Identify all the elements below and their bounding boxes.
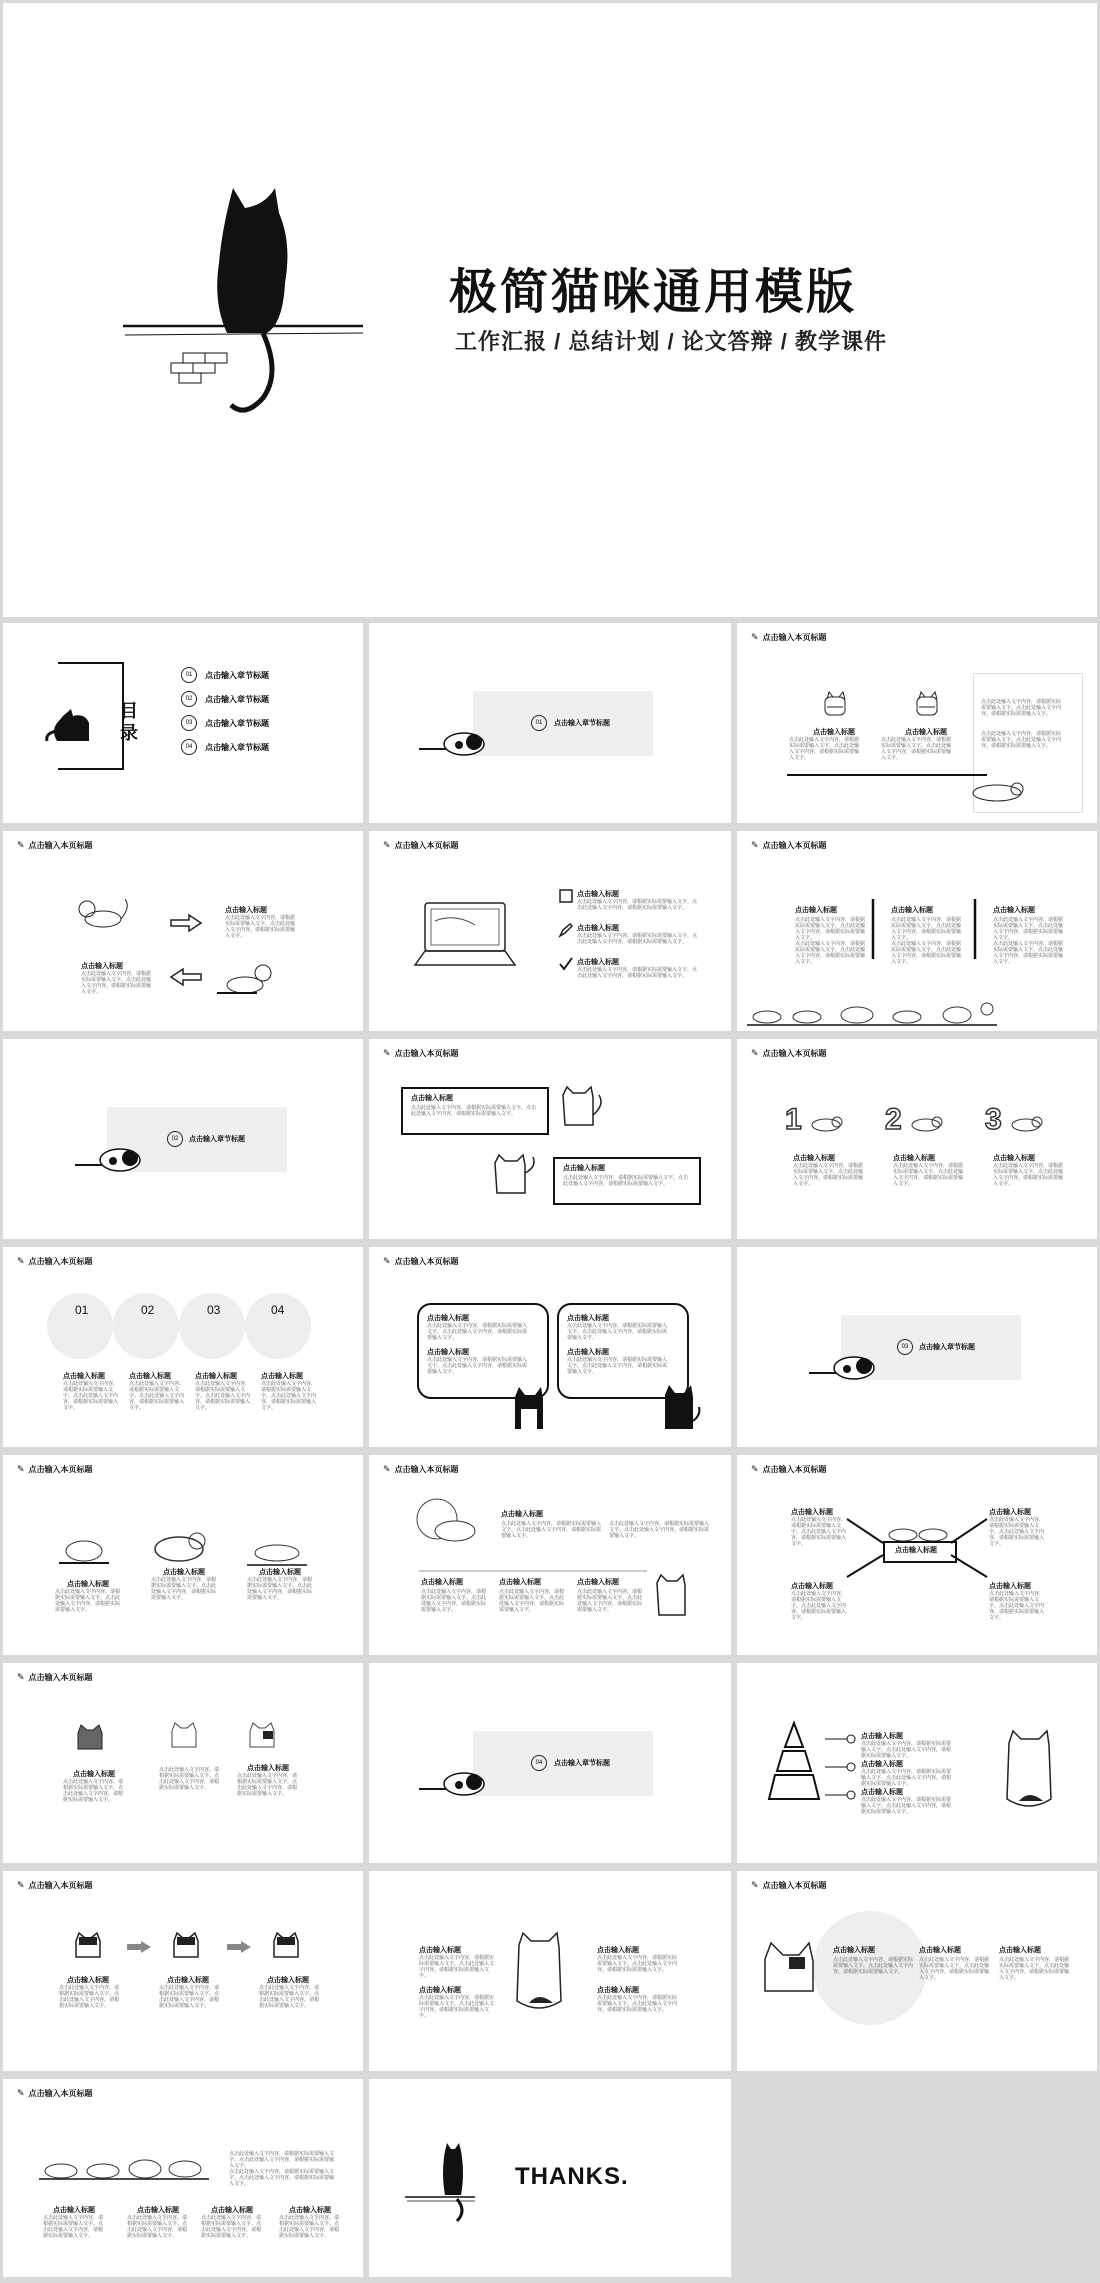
item-title: 点击输入标题 (861, 1761, 903, 1768)
page-title: ✎ 点击输入本页标题 (17, 1256, 93, 1266)
item-title: 点击输入标题 (73, 1771, 115, 1778)
cover-title: 极简猫咪通用模版 (449, 266, 858, 319)
item-title: 点击输入标题 (499, 1579, 541, 1586)
item-body: 点击此处输入文字内容，请根据实际需要输入文字。点击此处输入文字内容，请根据实际需要输入文字。 (999, 1957, 1070, 1981)
item-body: 点击此处输入文字内容，请根据实际需要输入文字。点击此处输入文字内容，请根据实际需要输入文字。 (63, 1381, 119, 1411)
item-title: 点击输入标题 (833, 1947, 875, 1954)
item-body: 点击此处输入文字内容，请根据实际需要输入文字。点击此处输入文字内容，请根据实际需要输入文字。 (501, 1521, 602, 1539)
item-body: 点击此处输入文字内容，请根据实际需要输入文字。点击此处输入文字内容，请根据实际需要输入文字。 (229, 2169, 335, 2187)
item-body: 点击此处输入文字内容，请根据实际需要输入文字。点击此处输入文字内容，请根据实际需要输入文字。 (609, 1521, 710, 1539)
section-title: 点击输入章节标题 (189, 1136, 245, 1143)
item-title: 点击输入标题 (993, 1155, 1035, 1162)
standing-cat-icon (489, 1153, 539, 1203)
item-title: 点击输入标题 (427, 1349, 469, 1356)
lying-cat-icon (809, 1351, 889, 1381)
item-body: 点击此处输入文字内容，请根据实际需要输入文字。点击此处输入文字内容，请根据实际需要输入文字。 (261, 1381, 317, 1411)
item-body: 点击此处输入文字内容，请根据实际需要输入文字。点击此处输入文字内容，请根据实际需要输入文字。 (577, 933, 698, 945)
item-title: 点击输入标题 (905, 729, 947, 736)
page-title: ✎ 点击输入本页标题 (383, 840, 459, 850)
item-title: 点击输入标题 (267, 1977, 309, 1984)
item-body: 点击此处输入文字内容，请根据实际需要输入文字。点击此处输入文字内容，请根据实际需要输入文字。 (159, 1985, 220, 2009)
item-title: 点击输入标题 (411, 1095, 453, 1102)
toc-list (181, 663, 269, 759)
item-body: 点击此处输入文字内容，请根据实际需要输入文字。点击此处输入文字内容，请根据实际需要输入文字。 (597, 1955, 678, 1973)
content-slide-cat-trio[interactable] (3, 1455, 363, 1655)
item-body: 点击此处输入文字内容，请根据实际需要输入文字。点击此处输入文字内容，请根据实际需要输入文字。 (793, 1163, 864, 1187)
page-title: ✎ 点击输入本页标题 (17, 2088, 93, 2098)
item-title: 点击输入标题 (577, 925, 619, 932)
content-slide-center-cat[interactable] (369, 1871, 731, 2071)
item-body: 点击此处输入文字内容，请根据实际需要输入文字。点击此处输入文字内容，请根据实际需要输入文字。 (861, 1797, 952, 1815)
item-title: 点击输入标题 (993, 907, 1035, 914)
item-title: 点击输入标题 (861, 1789, 903, 1796)
arrow-right-icon (127, 1941, 151, 1953)
content-slide-hub[interactable] (737, 1455, 1097, 1655)
step-number: 1 (785, 1103, 802, 1136)
item-title: 点击输入标题 (427, 1315, 469, 1322)
big-cat-icon (509, 1931, 569, 2021)
item-body: 点击此处输入文字内容，请根据实际需要输入文字。点击此处输入文字内容，请根据实际需要输入文字。 (833, 1957, 914, 1975)
item-body: 点击此处输入文字内容，请根据实际需要输入文字。点击此处输入文字内容，请根据实际需要输入文字。 (567, 1323, 668, 1341)
item-title: 点击输入标题 (247, 1765, 289, 1772)
content-slide-three-columns[interactable] (737, 831, 1097, 1031)
item-body: 点击此处输入文字内容，请根据实际需要输入文字。点击此处输入文字内容，请根据实际需要输入文字。 (563, 1175, 689, 1187)
pen-icon: ✎ (383, 840, 391, 850)
section-number: 03 (897, 1339, 913, 1355)
item-title: 点击输入标题 (67, 1977, 109, 1984)
sitting-cat-icon (821, 691, 851, 721)
section-title: 点击输入章节标题 (919, 1344, 975, 1351)
pen-icon: ✎ (17, 840, 25, 850)
item-title: 点击输入标题 (567, 1315, 609, 1322)
standing-cat-icon (557, 1085, 607, 1135)
page-title: ✎ 点击输入本页标题 (751, 632, 827, 642)
cover-slide[interactable] (3, 3, 1097, 617)
toc-item[interactable] (181, 663, 269, 687)
item-title: 点击输入标题 (989, 1583, 1031, 1590)
item-title: 点击输入标题 (225, 907, 267, 914)
content-slide-circles[interactable] (3, 1247, 363, 1447)
item-title: 点击输入标题 (261, 1373, 303, 1380)
item-body: 点击此处输入文字内容，请根据实际需要输入文字。点击此处输入文字内容，请根据实际需要输入文字。 (989, 1517, 1045, 1547)
lying-cat-icon (909, 1115, 943, 1133)
item-body: 点击此处输入文字内容，请根据实际需要输入文字。点击此处输入文字内容，请根据实际需要输入文字。 (59, 1985, 120, 2009)
toc-item-label: 点击输入章节标题 (205, 742, 269, 752)
lying-cat-icon (809, 1115, 843, 1133)
section-number: 01 (531, 715, 547, 731)
item-title: 点击输入标题 (419, 1987, 461, 1994)
item-body: 点击此处输入文字内容，请根据实际需要输入文字。点击此处输入文字内容，请根据实际需要输入文字。 (129, 1381, 185, 1411)
item-body: 点击此处输入文字内容，请根据实际需要输入文字。点击此处输入文字内容，请根据实际需要输入文字。 (993, 1163, 1064, 1187)
toc-item[interactable] (181, 735, 269, 759)
page-title: ✎ 点击输入本页标题 (17, 1672, 93, 1682)
item-title: 点击输入标题 (989, 1509, 1031, 1516)
arrow-right-icon (227, 1941, 251, 1953)
cat-icon (73, 1933, 103, 1959)
item-body: 点击此处输入文字内容，请根据实际需要输入文字。点击此处输入文字内容，请根据实际需要输入文字。 (795, 941, 866, 965)
page-title: ✎ 点击输入本页标题 (751, 1464, 827, 1474)
item-body: 点击此处输入文字内容，请根据实际需要输入文字。点击此处输入文字内容，请根据实际需要输入文字。 (419, 1995, 495, 2019)
page-title: ✎ 点击输入本页标题 (751, 1048, 827, 1058)
content-slide-cat-shelf[interactable] (3, 2079, 363, 2277)
cat-icon (171, 1933, 201, 1959)
item-body: 点击此处输入文字内容，请根据实际需要输入文字。点击此处输入文字内容，请根据实际需要输入文字。 (279, 2215, 340, 2239)
playing-cat-icon (217, 959, 277, 999)
step-number: 2 (885, 1103, 902, 1136)
item-title: 点击输入标题 (81, 963, 123, 970)
item-body: 点击此处输入文字内容，请根据实际需要输入文字。点击此处输入文字内容，请根据实际需要输入文字。 (55, 1589, 121, 1613)
item-body: 点击此处输入文字内容，请根据实际需要输入文字。点击此处输入文字内容，请根据实际需要输入文字。 (499, 1589, 565, 1613)
item-title: 点击输入标题 (795, 907, 837, 914)
divider-icon (973, 899, 977, 959)
content-slide-pyramid[interactable] (737, 1663, 1097, 1863)
lying-cat-icon (1009, 1115, 1043, 1133)
item-body: 点击此处输入文字内容，请根据实际需要输入文字。点击此处输入文字内容，请根据实际需要输入文字。 (919, 1957, 990, 1981)
item-title: 点击输入标题 (567, 1349, 609, 1356)
item-title: 点击输入标题 (597, 1987, 639, 1994)
pen-icon: ✎ (383, 1256, 391, 1266)
baseline-icon (419, 1569, 647, 1573)
toc-item-label: 点击输入章节标题 (205, 694, 269, 704)
item-body: 点击此处输入文字内容，请根据实际需要输入文字。点击此处输入文字内容，请根据实际需要输入文字。 (63, 1779, 124, 1803)
circle-number: 02 (141, 1303, 155, 1317)
item-body: 点击此处输入文字内容，请根据实际需要输入文字。点击此处输入文字内容，请根据实际需要输入文字。 (127, 2215, 188, 2239)
laptop-icon (415, 903, 515, 973)
toc-slide[interactable] (3, 623, 363, 823)
thanks-slide[interactable] (369, 2079, 731, 2277)
hub-label: 点击输入标题 (895, 1547, 937, 1554)
big-cat-icon (999, 1729, 1059, 1819)
item-title: 点击输入标题 (999, 1947, 1041, 1954)
playing-cat-icon (73, 893, 133, 933)
cat-icon (247, 1537, 307, 1567)
page-title: ✎ 点击输入本页标题 (17, 840, 93, 850)
item-body: 点击此处输入文字内容，请根据实际需要输入文字。点击此处输入文字内容，请根据实际需要输入文字。 (43, 2215, 104, 2239)
content-slide-portrait[interactable] (737, 1871, 1097, 2071)
content-slide-laptop[interactable] (369, 831, 731, 1031)
cover-subtitle: 工作汇报 / 总结计划 / 论文答辩 / 教学课件 (455, 329, 888, 354)
pen-icon: ✎ (751, 1464, 759, 1474)
item-title: 点击输入标题 (577, 891, 619, 898)
page-title: ✎ 点击输入本页标题 (383, 1464, 459, 1474)
item-body: 点击此处输入文字内容，请根据实际需要输入文字。点击此处输入文字内容，请根据实际需要输入文字。 (567, 1357, 668, 1375)
toc-item-number: 02 (181, 691, 197, 707)
item-body: 点击此处输入文字内容，请根据实际需要输入文字。点击此处输入文字内容，请根据实际需要输入文字。 (861, 1769, 952, 1787)
content-slide-arrows[interactable] (3, 831, 363, 1031)
item-title: 点击输入标题 (163, 1569, 205, 1576)
page-title: ✎ 点击输入本页标题 (383, 1048, 459, 1058)
cat-icon (271, 1933, 301, 1959)
item-title: 点击输入标题 (129, 1373, 171, 1380)
item-title: 点击输入标题 (791, 1583, 833, 1590)
cat-face-icon (247, 1723, 277, 1749)
item-body: 点击此处输入文字内容，请根据实际需要输入文字。点击此处输入文字内容，请根据实际需要输入文字。 (229, 2151, 335, 2169)
cat-row-icon (39, 2149, 209, 2181)
item-title: 点击输入标题 (195, 1373, 237, 1380)
toc-item-number: 04 (181, 739, 197, 755)
item-body: 点击此处输入文字内容，请根据实际需要输入文字。点击此处输入文字内容，请根据实际需要输入文字。 (159, 1767, 220, 1791)
section-number: 02 (167, 1131, 183, 1147)
item-title: 点击输入标题 (419, 1947, 461, 1954)
item-body: 点击此处输入文字内容，请根据实际需要输入文字。点击此处输入文字内容，请根据实际需要输入文字。 (237, 1773, 298, 1797)
content-slide-two-cats[interactable] (737, 623, 1097, 823)
pen-icon: ✎ (751, 840, 759, 850)
toc-item-label: 点击输入章节标题 (205, 670, 269, 680)
item-body: 点击此处输入文字内容，请根据实际需要输入文字。点击此处输入文字内容，请根据实际需要输入文字。 (893, 1163, 964, 1187)
pen-icon: ✎ (383, 1048, 391, 1058)
content-slide-bubbles[interactable] (369, 1247, 731, 1447)
toc-frame-icon (43, 661, 123, 771)
step-number: 3 (985, 1103, 1002, 1136)
item-body: 点击此处输入文字内容，请根据实际需要输入文字。点击此处输入文字内容，请根据实际需要输入文字。 (151, 1577, 217, 1601)
item-body: 点击此处输入文字内容，请根据实际需要输入文字。点击此处输入文字内容，请根据实际需要输入文字。 (577, 967, 698, 979)
content-slide-frames[interactable] (369, 1039, 731, 1239)
page-title: ✎ 点击输入本页标题 (17, 1464, 93, 1474)
content-slide-steps[interactable] (737, 1039, 1097, 1239)
divider-icon (871, 899, 875, 959)
toc-item-number: 03 (181, 715, 197, 731)
pen-icon: ✎ (17, 1464, 25, 1474)
pen-icon: ✎ (17, 1672, 25, 1682)
pen-icon: ✎ (17, 1256, 25, 1266)
pen-icon: ✎ (383, 1464, 391, 1474)
black-cat-icon (659, 1385, 699, 1435)
sitting-cat-icon (913, 691, 943, 721)
item-title: 点击输入标题 (289, 2207, 331, 2214)
item-body: 点击此处输入文字内容，请根据实际需要输入文字。点击此处输入文字内容，请根据实际需要输入文字。 (419, 1955, 495, 1979)
item-body: 点击此处输入文字内容，请根据实际需要输入文字。点击此处输入文字内容，请根据实际需要输入文字。 (993, 917, 1064, 941)
toc-item[interactable] (181, 711, 269, 735)
cat-silhouette-icon (113, 183, 373, 463)
item-title: 点击输入标题 (421, 1579, 463, 1586)
item-body: 点击此处输入文字内容，请根据实际需要输入文字。点击此处输入文字内容，请根据实际需要输入文字。 (795, 917, 866, 941)
item-title: 点击输入标题 (211, 2207, 253, 2214)
item-body: 点击此处输入文字内容，请根据实际需要输入文字。点击此处输入文字内容，请根据实际需要输入文字。 (247, 1577, 313, 1601)
item-title: 点击输入标题 (167, 1977, 209, 1984)
section-slide-02[interactable] (3, 1039, 363, 1239)
pen-icon: ✎ (751, 1880, 759, 1890)
item-body: 点击此处输入文字内容，请根据实际需要输入文字。点击此处输入文字内容，请根据实际需要输入文字。 (225, 915, 296, 939)
cat-face-icon (75, 1725, 105, 1751)
pen-icon: ✎ (751, 632, 759, 642)
item-body: 点击此处输入文字内容，请根据实际需要输入文字。点击此处输入文字内容，请根据实际需要输入文字。 (791, 1591, 847, 1621)
item-body: 点击此处输入文字内容，请根据实际需要输入文字。点击此处输入文字内容，请根据实际需要输入文字。 (427, 1323, 528, 1341)
cat-icon (59, 1529, 109, 1565)
circle-number: 04 (271, 1303, 285, 1317)
panel-body: 点击此处输入文字内容，请根据实际需要输入文字。点击此处输入文字内容，请根据实际需要输入文字。 (981, 699, 1062, 717)
item-body: 点击此处输入文字内容，请根据实际需要输入文字。点击此处输入文字内容，请根据实际需要输入文字。 (993, 941, 1064, 965)
page-title: ✎ 点击输入本页标题 (751, 1880, 827, 1890)
lying-cat-icon (419, 1767, 499, 1797)
lying-cat-icon (967, 779, 1027, 803)
pen-icon: ✎ (17, 2088, 25, 2098)
item-body: 点击此处输入文字内容，请根据实际需要输入文字。点击此处输入文字内容，请根据实际需要输入文字。 (81, 971, 152, 995)
item-body: 点击此处输入文字内容，请根据实际需要输入文字。点击此处输入文字内容，请根据实际需要输入文字。 (577, 1589, 643, 1613)
page-title: ✎ 点击输入本页标题 (383, 1256, 459, 1266)
item-title: 点击输入标题 (137, 2207, 179, 2214)
item-body: 点击此处输入文字内容，请根据实际需要输入文字。点击此处输入文字内容，请根据实际需要输入文字。 (201, 2215, 262, 2239)
pen-icon: ✎ (17, 1880, 25, 1890)
section-slide-04[interactable] (369, 1663, 731, 1863)
black-cat-icon (509, 1387, 549, 1437)
circle-number: 03 (207, 1303, 221, 1317)
baseline-icon (787, 773, 987, 777)
lying-cat-icon (75, 1143, 155, 1173)
section-number: 04 (531, 1755, 547, 1771)
content-slide-flow[interactable] (3, 1871, 363, 2071)
cat-face-icon (169, 1723, 199, 1749)
cat-face-icon (759, 1941, 819, 2001)
item-title: 点击输入标题 (919, 1947, 961, 1954)
item-title: 点击输入标题 (67, 1581, 109, 1588)
item-title: 点击输入标题 (597, 1947, 639, 1954)
content-slide-cat-faces[interactable] (3, 1663, 363, 1863)
pencil-icon (559, 923, 573, 937)
section-slide-03[interactable] (737, 1247, 1097, 1447)
item-body: 点击此处输入文字内容，请根据实际需要输入文字。点击此处输入文字内容，请根据实际需要输入文字。 (577, 899, 698, 911)
pyramid-icon (769, 1723, 819, 1803)
cat-silhouette-icon (405, 2137, 485, 2227)
doc-icon (559, 889, 573, 903)
page-title: ✎ 点击输入本页标题 (17, 1880, 93, 1890)
toc-heading: 目录 (118, 701, 138, 745)
cat-icon (149, 1525, 209, 1565)
item-body: 点击此处输入文字内容，请根据实际需要输入文字。点击此处输入文字内容，请根据实际需要输入文字。 (411, 1105, 537, 1117)
item-body: 点击此处输入文字内容，请根据实际需要输入文字。点击此处输入文字内容，请根据实际需要输入文字。 (421, 1589, 487, 1613)
item-body: 点击此处输入文字内容，请根据实际需要输入文字。点击此处输入文字内容，请根据实际需要输入文字。 (989, 1591, 1045, 1621)
item-title: 点击输入标题 (501, 1511, 543, 1518)
item-body: 点击此处输入文字内容，请根据实际需要输入文字。点击此处输入文字内容，请根据实际需要输入文字。 (597, 1995, 678, 2013)
toc-item-label: 点击输入章节标题 (205, 718, 269, 728)
item-title: 点击输入标题 (63, 1373, 105, 1380)
item-title: 点击输入标题 (53, 2207, 95, 2214)
item-title: 点击输入标题 (893, 1155, 935, 1162)
moon-cat-icon (415, 1495, 485, 1549)
lying-cat-icon (419, 727, 499, 757)
item-title: 点击输入标题 (891, 907, 933, 914)
thanks-text: THANKS. (515, 2163, 629, 2190)
item-body: 点击此处输入文字内容，请根据实际需要输入文字。点击此处输入文字内容，请根据实际需要输入文字。 (861, 1741, 952, 1759)
section-slide-01[interactable] (369, 623, 731, 823)
item-title: 点击输入标题 (577, 1579, 619, 1586)
item-body: 点击此处输入文字内容，请根据实际需要输入文字。点击此处输入文字内容，请根据实际需要输入文字。 (427, 1357, 528, 1375)
check-icon (559, 957, 573, 971)
toc-item-number: 01 (181, 667, 197, 683)
item-body: 点击此处输入文字内容，请根据实际需要输入文字。点击此处输入文字内容，请根据实际需要输入文字。 (789, 737, 860, 761)
pen-icon: ✎ (751, 1048, 759, 1058)
circle-number: 01 (75, 1303, 89, 1317)
panel-body: 点击此处输入文字内容，请根据实际需要输入文字。点击此处输入文字内容，请根据实际需要输入文字。 (981, 731, 1062, 749)
item-title: 点击输入标题 (861, 1733, 903, 1740)
item-body: 点击此处输入文字内容，请根据实际需要输入文字。点击此处输入文字内容，请根据实际需要输入文字。 (195, 1381, 251, 1411)
item-body: 点击此处输入文字内容，请根据实际需要输入文字。点击此处输入文字内容，请根据实际需要输入文字。 (891, 917, 962, 941)
page-title: ✎ 点击输入本页标题 (751, 840, 827, 850)
section-title: 点击输入章节标题 (554, 1760, 610, 1767)
arrow-left-icon (171, 969, 201, 985)
connector-icon (825, 1733, 855, 1803)
item-title: 点击输入标题 (577, 959, 619, 966)
arrow-right-icon (171, 915, 201, 931)
content-slide-moon[interactable] (369, 1455, 731, 1655)
item-title: 点击输入标题 (259, 1569, 301, 1576)
cat-row-icon (747, 997, 997, 1027)
section-title: 点击输入章节标题 (554, 720, 610, 727)
item-body: 点击此处输入文字内容，请根据实际需要输入文字。点击此处输入文字内容，请根据实际需要输入文字。 (259, 1985, 320, 2009)
item-title: 点击输入标题 (793, 1155, 835, 1162)
item-title: 点击输入标题 (791, 1509, 833, 1516)
item-title: 点击输入标题 (563, 1165, 605, 1172)
standing-cat-icon (651, 1573, 695, 1625)
item-body: 点击此处输入文字内容，请根据实际需要输入文字。点击此处输入文字内容，请根据实际需要输入文字。 (891, 941, 962, 965)
item-title: 点击输入标题 (813, 729, 855, 736)
item-body: 点击此处输入文字内容，请根据实际需要输入文字。点击此处输入文字内容，请根据实际需要输入文字。 (791, 1517, 847, 1547)
toc-item[interactable] (181, 687, 269, 711)
item-body: 点击此处输入文字内容，请根据实际需要输入文字。点击此处输入文字内容，请根据实际需要输入文字。 (881, 737, 952, 761)
